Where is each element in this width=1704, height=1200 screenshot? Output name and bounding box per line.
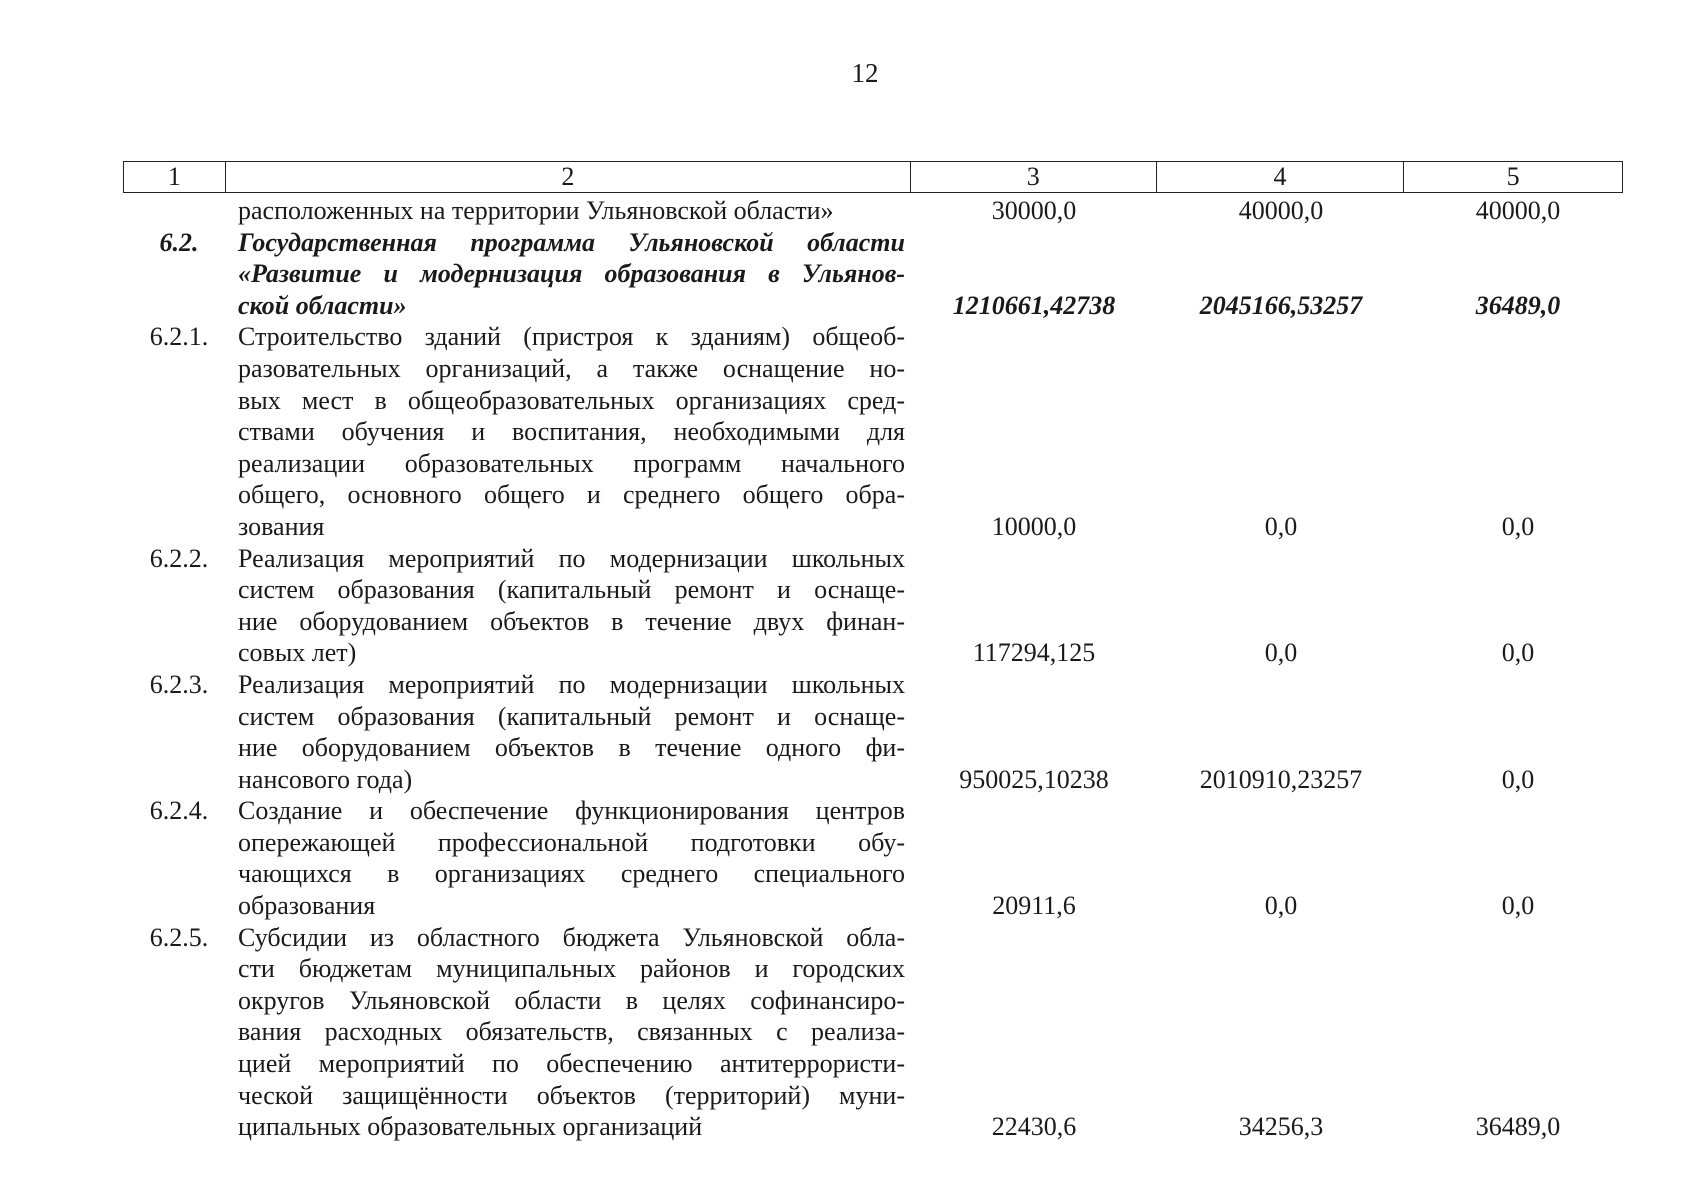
description-line: нансового года) bbox=[238, 764, 413, 794]
description-line: ние оборудованием объектов в течение двух финан- bbox=[238, 606, 905, 636]
description-line: расположенных на территории Ульяновской области» bbox=[238, 196, 834, 225]
description-line: систем образования (капитальный ремонт и оснаще- bbox=[238, 701, 905, 731]
description-line: зования bbox=[238, 511, 325, 541]
description-line: цией мероприятий по обеспечению антитеррористи- bbox=[238, 1049, 905, 1079]
row-value-col-5: 36489,0 bbox=[1475, 290, 1561, 320]
row-number: 6.2.3. bbox=[149, 669, 209, 699]
description-line: чающихся в организациях среднего специального bbox=[238, 859, 905, 889]
row-value-col-4: 0,0 bbox=[1264, 891, 1298, 921]
table-body bbox=[123, 195, 1623, 1143]
row-value-col-3: 30000,0 bbox=[991, 196, 1077, 225]
row-value-col-5: 0,0 bbox=[1501, 891, 1535, 921]
description-line: «Развитие и модернизация образования в Ульянов- bbox=[238, 259, 905, 289]
description-line: ципальных образовательных организаций bbox=[238, 1112, 703, 1142]
description-line: реализации образовательных программ начального bbox=[238, 448, 905, 478]
table-row bbox=[123, 321, 1623, 542]
description-line: ческой защищённости объектов (территорий) муни- bbox=[238, 1080, 905, 1110]
table-row bbox=[123, 195, 1623, 227]
description-line: Государственная программа Ульяновской области bbox=[238, 227, 905, 257]
row-description bbox=[225, 922, 911, 1143]
description-line: Строительство зданий (пристроя к зданиям) общеоб- bbox=[238, 322, 905, 352]
row-value-col-5: 0,0 bbox=[1501, 638, 1535, 668]
row-number: 6.2. bbox=[159, 227, 199, 257]
description-line: Реализация мероприятий по модернизации школьных bbox=[238, 669, 905, 699]
row-value-col-3: 1210661,42738 bbox=[952, 290, 1116, 320]
row-description bbox=[225, 795, 911, 921]
row-value-col-4: 2010910,23257 bbox=[1199, 764, 1363, 794]
row-description bbox=[225, 227, 911, 322]
table-row bbox=[123, 543, 1623, 669]
row-value-col-5: 36489,0 bbox=[1475, 1112, 1561, 1142]
row-description bbox=[225, 543, 911, 669]
row-number: 6.2.5. bbox=[149, 922, 209, 952]
table-header-row bbox=[123, 161, 1623, 193]
description-line: совых лет) bbox=[238, 638, 357, 668]
row-value-col-3: 950025,10238 bbox=[959, 764, 1109, 794]
row-number: 6.2.2. bbox=[149, 543, 209, 573]
row-value-col-3: 10000,0 bbox=[991, 511, 1077, 541]
description-line: общего, основного общего и среднего общего обра- bbox=[238, 480, 905, 510]
page-number: 12 bbox=[851, 58, 879, 88]
table-row bbox=[123, 922, 1623, 1143]
description-line: ствами обучения и воспитания, необходимыми для bbox=[238, 417, 905, 447]
row-number: 6.2.1. bbox=[149, 322, 209, 352]
row-value-col-5: 0,0 bbox=[1501, 764, 1535, 794]
header-cell-3: 3 bbox=[911, 162, 1157, 192]
description-line: разовательных организаций, а также оснащение но- bbox=[238, 353, 905, 383]
row-number: 6.2.4. bbox=[149, 796, 209, 826]
description-line: Субсидии из областного бюджета Ульяновской обла- bbox=[238, 922, 905, 952]
header-cell-1: 1 bbox=[124, 162, 226, 192]
description-line: опережающей профессиональной подготовки обу- bbox=[238, 827, 905, 857]
description-line: вания расходных обязательств, связанных с реализа- bbox=[238, 1017, 905, 1047]
row-description bbox=[225, 669, 911, 795]
description-line: сти бюджетам муниципальных районов и городских bbox=[238, 954, 905, 984]
row-value-col-3: 22430,6 bbox=[991, 1112, 1077, 1142]
row-value-col-3: 117294,125 bbox=[972, 638, 1096, 668]
table-row bbox=[123, 795, 1623, 921]
row-value-col-4: 34256,3 bbox=[1238, 1112, 1324, 1142]
row-value-col-4: 2045166,53257 bbox=[1199, 290, 1363, 320]
row-description bbox=[225, 195, 911, 227]
header-cell-2: 2 bbox=[226, 162, 911, 192]
row-value-col-5: 0,0 bbox=[1501, 511, 1535, 541]
description-line: образования bbox=[238, 891, 376, 921]
row-value-col-5: 40000,0 bbox=[1475, 196, 1561, 225]
row-value-col-4: 0,0 bbox=[1264, 511, 1298, 541]
description-line: ской области» bbox=[238, 290, 407, 320]
row-value-col-4: 0,0 bbox=[1264, 638, 1298, 668]
table-row bbox=[123, 227, 1623, 322]
description-line: вых мест в общеобразовательных организациях сред- bbox=[238, 385, 905, 415]
table-row bbox=[123, 669, 1623, 795]
row-value-col-4: 40000,0 bbox=[1238, 196, 1324, 225]
row-description bbox=[225, 321, 911, 542]
description-line: систем образования (капитальный ремонт и оснаще- bbox=[238, 575, 905, 605]
description-line: Создание и обеспечение функционирования центров bbox=[238, 796, 905, 826]
description-line: Реализация мероприятий по модернизации школьных bbox=[238, 543, 905, 573]
row-value-col-3: 20911,6 bbox=[992, 891, 1076, 921]
header-cell-5: 5 bbox=[1506, 162, 1520, 191]
header-cell-4: 4 bbox=[1157, 162, 1405, 192]
description-line: округов Ульяновской области в целях софинансиро- bbox=[238, 985, 905, 1015]
description-line: ние оборудованием объектов в течение одного фи- bbox=[238, 733, 905, 763]
